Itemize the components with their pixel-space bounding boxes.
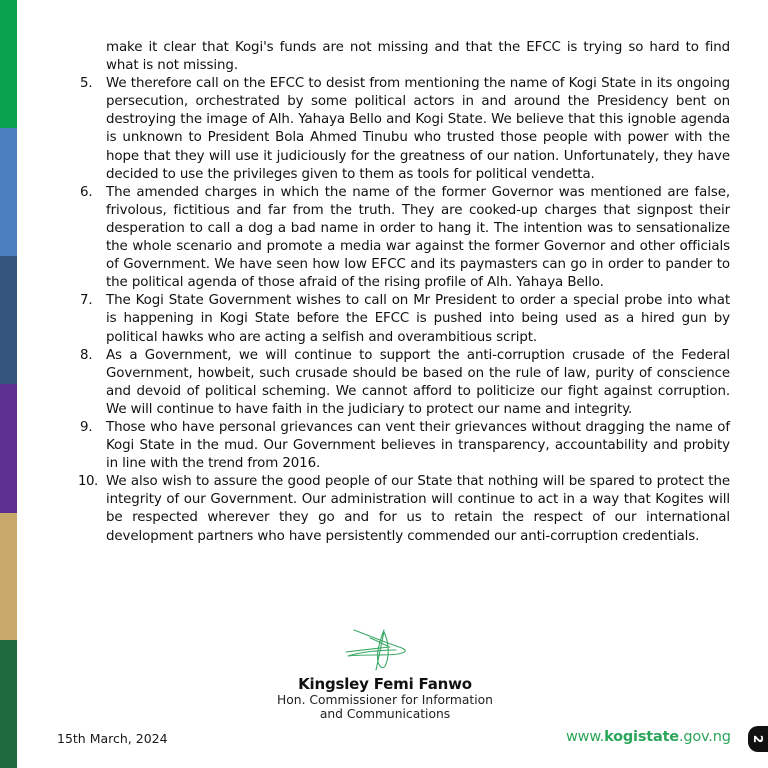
point-text: The Kogi State Government wishes to call on Mr President to order a special probe into what is happening in Kogi State before the EFCC is pushed into being used as a hired gun by political hawks who are acting a selfish and overambitious script. bbox=[106, 293, 730, 345]
stripe-segment-purple bbox=[0, 384, 17, 513]
point-item bbox=[78, 347, 730, 419]
point-item bbox=[78, 184, 730, 293]
point-number: 5. bbox=[80, 76, 93, 92]
website-domain: kogistate bbox=[604, 729, 679, 745]
stripe-segment-dark-blue bbox=[0, 256, 17, 384]
point-text: As a Government, we will continue to support the anti-corruption crusade of the Federal Government, howbeit, such crusade should be based on the rule of law, purity of conscience and devoid of political scheming. We cannot afford to politicize our fight against corruption. We will continue to have faith in the judiciary to protect our name and integrity. bbox=[106, 347, 730, 417]
point-text: We also wish to assure the good people of our State that nothing will be spared to protect the integrity of our Government. Our administration will continue to act in a way that Kogites will be respected wherever they go and for us to retain the respect of our international development partners who have persistently commended our anti-corruption credentials. bbox=[106, 474, 730, 544]
point-text: The amended charges in which the name of the former Governor was mentioned are false, frivolous, fictitious and far from the truth. They are cooked-up charges that signpost their desperation to call a dog a bad name in order to hang it. The intention was to sensationalize the whole scenario and promote a media war against the former Governor and other officials of Government. We have seen how low EFCC and its paymasters can go in order to pander to the political agenda of those afraid of the rising profile of Alh. Yahaya Bello. bbox=[106, 184, 730, 291]
signature-icon bbox=[340, 626, 420, 674]
page-number: 2 bbox=[750, 734, 765, 744]
point-number: 7. bbox=[80, 293, 93, 309]
point-number: 6. bbox=[80, 184, 93, 200]
point-item bbox=[78, 473, 730, 545]
document-body bbox=[78, 39, 730, 546]
point-number: 10. bbox=[78, 474, 98, 490]
page-number-badge bbox=[748, 726, 768, 752]
signatory-title-line2: and Communications bbox=[319, 707, 451, 721]
color-stripe bbox=[0, 0, 17, 768]
signatory-name: Kingsley Femi Fanwo bbox=[298, 675, 472, 693]
point-number: 9. bbox=[80, 419, 93, 435]
signatory-block bbox=[200, 676, 570, 721]
stripe-segment-green bbox=[0, 0, 17, 128]
signatory-title-line1: Hon. Commissioner for Information bbox=[277, 693, 493, 707]
point-text: We therefore call on the EFCC to desist from mentioning the name of Kogi State in its ongoing persecution, orchestrated by some political actors in and around the Presidency bent on destroying the image of Alh. Yahaya Bello and Kogi State. We believe that this ignoble agenda is unknown to President Bola Ahmed Tinubu who trusted those people with power with the hope that they will use it judiciously for the greatness of our nation. Unfortunately, they have decided to use the privileges given to them as tools for political vendetta. bbox=[106, 76, 730, 182]
point-number: 8. bbox=[80, 347, 93, 363]
release-date: 15th March, 2024 bbox=[57, 731, 168, 746]
point-item bbox=[78, 292, 730, 346]
stripe-segment-dark-green bbox=[0, 640, 17, 768]
point-item bbox=[78, 419, 730, 473]
website-suffix: .gov.ng bbox=[678, 729, 731, 745]
numbered-points bbox=[78, 75, 730, 545]
stripe-segment-tan bbox=[0, 513, 17, 640]
point-item bbox=[78, 75, 730, 184]
stripe-segment-light-blue bbox=[0, 128, 17, 256]
continuation-paragraph: make it clear that Kogi's funds are not missing and that the EFCC is trying so hard to find what is not missing. bbox=[106, 40, 730, 74]
website-link[interactable] bbox=[566, 729, 731, 745]
website-prefix: www. bbox=[566, 729, 605, 745]
point-text: Those who have personal grievances can vent their grievances without dragging the name of Kogi State in the mud. Our Government believes in transparency, accountability and probity in line with the trend from 2016. bbox=[106, 419, 730, 472]
